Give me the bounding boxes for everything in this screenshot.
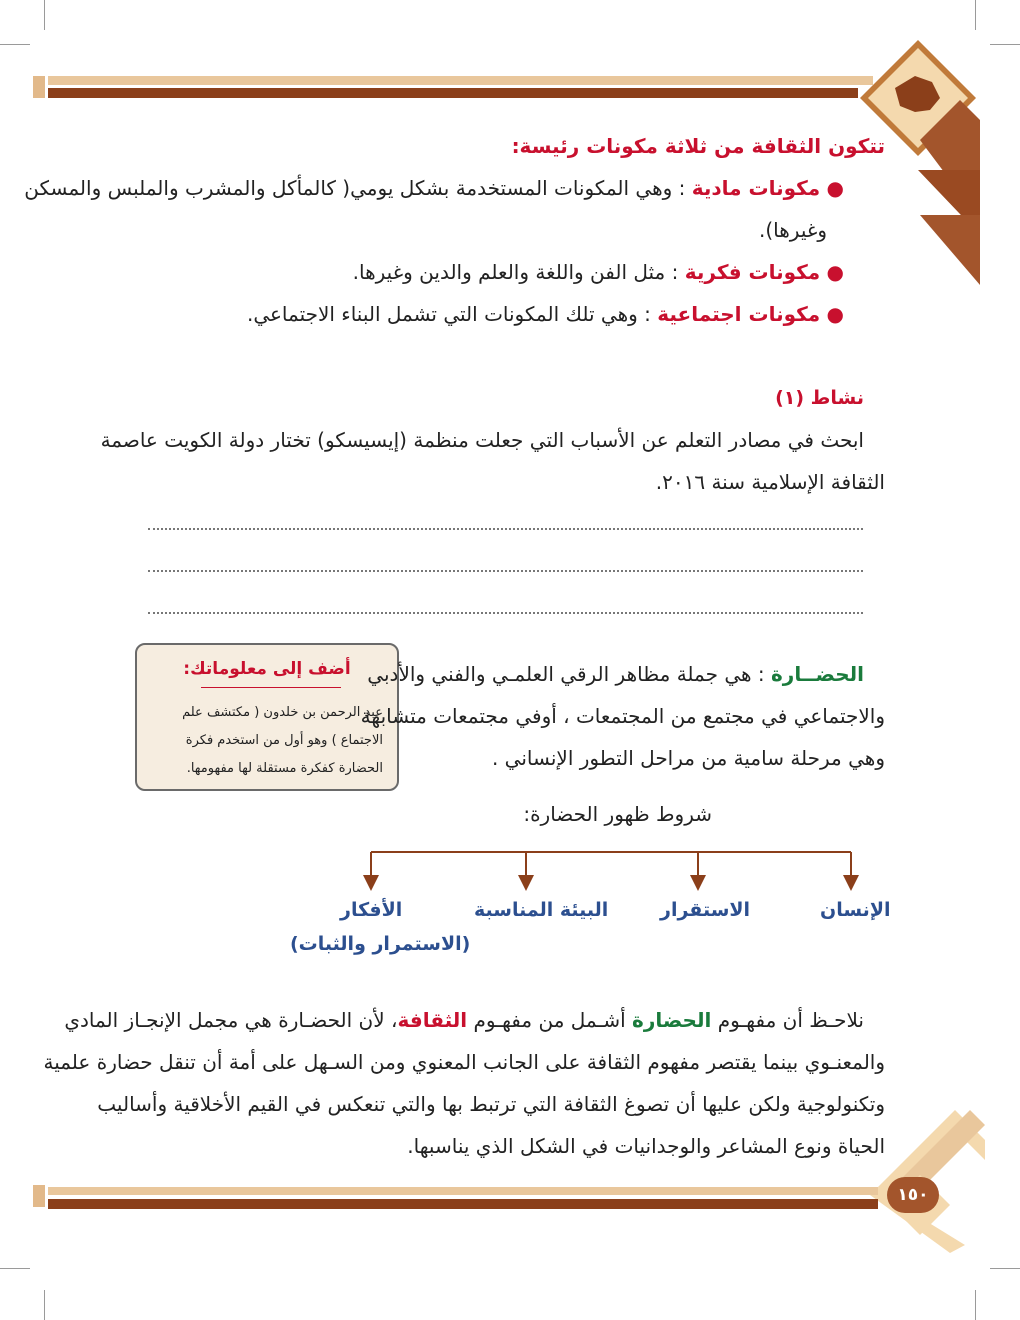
civilization-line: وهي مرحلة سامية من مراحل التطور الإنساني . bbox=[491, 746, 885, 770]
civilization-definition bbox=[367, 659, 864, 689]
component-term: مكونات مادية bbox=[691, 176, 821, 200]
answer-line bbox=[148, 528, 863, 530]
crop-mark bbox=[44, 1290, 45, 1320]
info-box-title: أضف إلى معلوماتك: bbox=[183, 659, 351, 679]
activity-line: ابحث في مصادر التعلم عن الأسباب التي جعلت منظمة (إيسيسكو) تختار دولة الكويت عاصمة bbox=[100, 428, 864, 452]
closing-term-culture: الثقافة bbox=[397, 1008, 468, 1032]
component-item-material: ● مكونات مادية : وهي المكونات المستخدمة بشكل يومي( كالمأكل والمشرب والملبس والمسكن bbox=[24, 176, 844, 200]
crop-mark bbox=[990, 1268, 1020, 1269]
header-band-stub bbox=[33, 76, 45, 98]
footer-band-dark bbox=[48, 1199, 878, 1209]
component-term: مكونات فكرية bbox=[684, 260, 821, 284]
closing-text: نلاحـظ أن مفهـوم bbox=[711, 1008, 864, 1032]
closing-line: والمعنـوي بينما يقتصر مفهوم الثقافة على الجانب المعنوي ومن السـهل على أمة أن تنقل حضارة علمية bbox=[43, 1050, 885, 1074]
corner-decoration bbox=[860, 40, 990, 290]
components-heading: تتكون الثقافة من ثلاثة مكونات رئيسة: bbox=[511, 134, 885, 158]
component-term: مكونات اجتماعية bbox=[657, 302, 821, 326]
crop-mark bbox=[0, 1268, 30, 1269]
crop-mark bbox=[44, 0, 45, 30]
crop-mark bbox=[975, 1290, 976, 1320]
condition-human: الإنسان bbox=[820, 899, 891, 921]
closing-line: الحياة ونوع المشاعر والوجدانيات في الشكل الذي يناسبها. bbox=[407, 1134, 885, 1158]
component-text: : مثل الفن واللغة والعلم والدين وغيرها. bbox=[352, 260, 685, 284]
closing-term-civilization: الحضارة bbox=[632, 1008, 712, 1032]
header-band-dark bbox=[48, 88, 858, 98]
closing-text: أشـمل من مفهـوم bbox=[467, 1008, 633, 1032]
info-box bbox=[135, 643, 399, 791]
closing-text: ، لأن الحضـارة هي مجمل الإنجـاز المادي bbox=[64, 1008, 398, 1032]
component-text: : وهي تلك المكونات التي تشمل البناء الاجتماعي. bbox=[246, 302, 658, 326]
crop-mark bbox=[0, 44, 30, 45]
condition-ideas: الأفكار bbox=[340, 899, 403, 921]
closing-line bbox=[64, 1005, 864, 1035]
info-box-line: الحضارة كفكرة مستقلة لها مفهومها. bbox=[186, 761, 383, 776]
answer-line bbox=[148, 612, 863, 614]
closing-line: وتكنولوجية ولكن عليها أن تصوغ الثقافة التي ترتبط بها والتي تنعكس في القيم الأخلاقية وأساليب bbox=[97, 1092, 885, 1116]
info-box-line: عبد الرحمن بن خلدون ( مكتشف علم bbox=[182, 705, 383, 720]
component-item-intellectual: ● مكونات فكرية : مثل الفن واللغة والعلم والدين وغيرها. bbox=[352, 260, 844, 284]
conditions-title: شروط ظهور الحضارة: bbox=[523, 802, 712, 826]
component-text: : وهي المكونات المستخدمة بشكل يومي( كالمأكل والمشرب والملبس والمسكن bbox=[24, 176, 692, 200]
info-box-line: الاجتماع ) وهو أول من استخدم فكرة bbox=[185, 733, 383, 748]
footer-band-stub bbox=[33, 1185, 45, 1207]
info-box-underline bbox=[201, 687, 341, 688]
civilization-term: الحضــارة bbox=[771, 662, 864, 686]
civilization-line: والاجتماعي في مجتمع من المجتمعات ، أوفي مجتمعات متشابهة bbox=[360, 704, 885, 728]
crop-mark bbox=[990, 44, 1020, 45]
conditions-diagram bbox=[360, 845, 860, 895]
component-item-material-cont: وغيرها). bbox=[759, 218, 827, 242]
civilization-text: : هي جملة مظاهر الرقي العلمـي والفني والأدبي bbox=[367, 662, 771, 686]
header-band-light bbox=[48, 76, 873, 85]
condition-ideas-note: (الاستمرار والثبات) bbox=[290, 933, 471, 955]
footer-band-light bbox=[48, 1187, 878, 1195]
condition-stability: الاستقرار bbox=[660, 899, 751, 921]
activity-line: الثقافة الإسلامية سنة ٢٠١٦. bbox=[655, 470, 885, 494]
answer-line bbox=[148, 570, 863, 572]
condition-environment: البيئة المناسبة bbox=[474, 899, 609, 921]
component-item-social: ● مكونات اجتماعية : وهي تلك المكونات التي تشمل البناء الاجتماعي. bbox=[246, 302, 844, 326]
activity-title: نشاط (١) bbox=[775, 387, 864, 409]
crop-mark bbox=[975, 0, 976, 30]
page-number: ١٥٠ bbox=[887, 1177, 939, 1213]
corner-decoration-bottom bbox=[860, 1085, 990, 1255]
